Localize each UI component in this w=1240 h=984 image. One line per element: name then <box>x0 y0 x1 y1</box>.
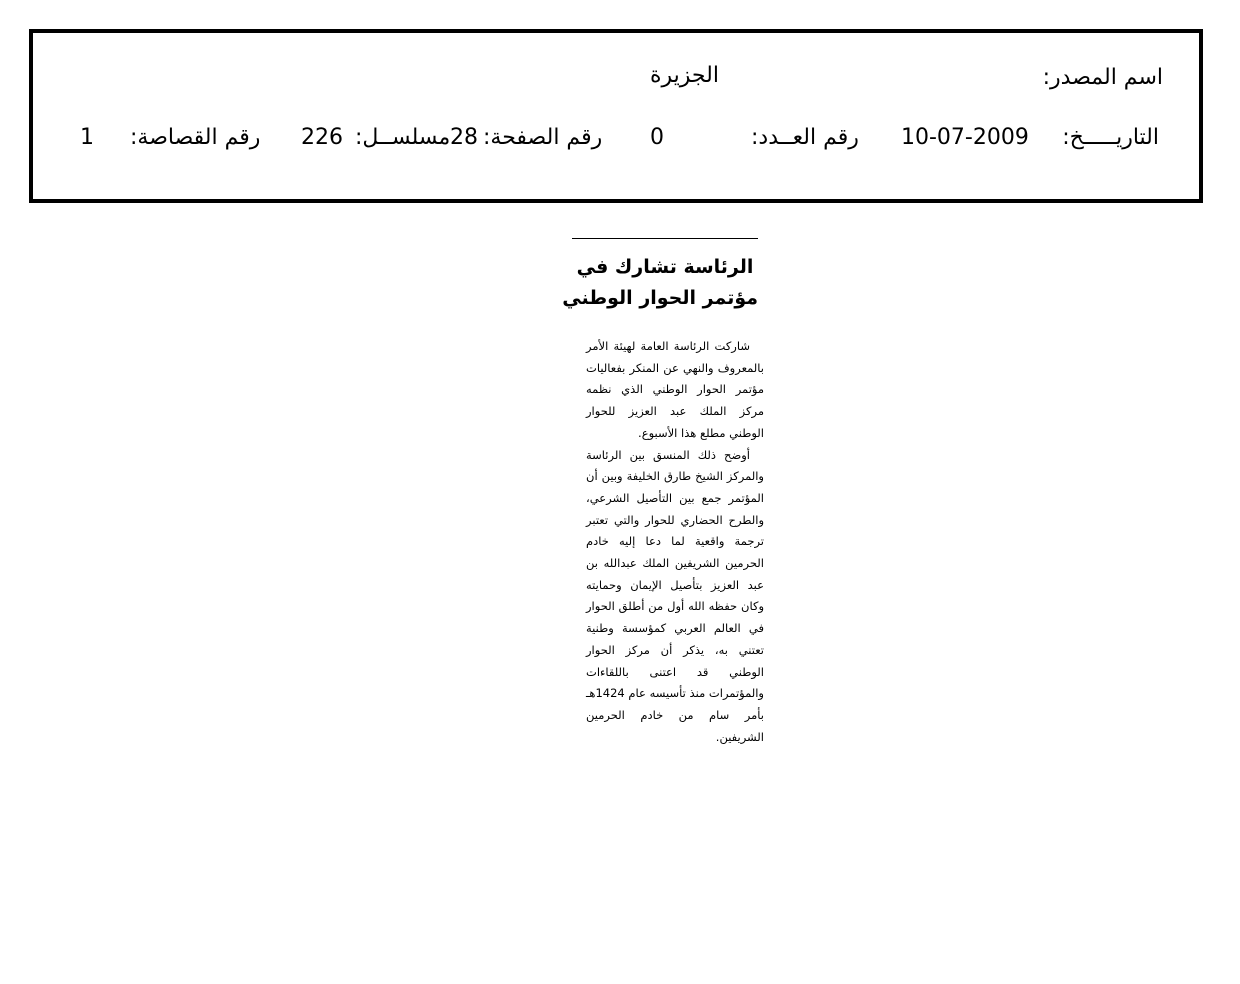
date-label: التاريـــــخ: <box>1062 125 1159 150</box>
source-label: اسم المصدر: <box>1042 65 1163 90</box>
clip-number-value: 1 <box>80 125 94 150</box>
clipping-header-box <box>29 29 1203 203</box>
issue-value: 0 <box>650 125 664 150</box>
article-top-rule <box>572 238 758 239</box>
date-value: 10-07-2009 <box>901 125 1029 150</box>
serial-label: مسلســل: <box>355 125 451 150</box>
source-value: الجزيرة <box>650 63 719 88</box>
headline-line-1: الرئاسة تشارك في <box>576 256 754 278</box>
article-paragraph-2: أوضح ذلك المنسق بين الرئاسة والمركز الشيخ طارق الخليفة وبين أن المؤتمر جمع بين التأصيل الشرعي، والطرح الحضاري للحوار والتي تعتبر ترجمة واقعية لما دعا إليه خادم الحرمين الشريفين الملك عبدالله بن عبد العزيز بتأصيل الإيمان وحمايته وكان حفظه الله أول من أطلق الحوار في العالم العربي كمؤسسة وطنية تعتني به، يذكر أن مركز الحوار الوطني قد اعتنى باللقاءات والمؤتمرات منذ تأسيسه عام 1424هـ بأمر سام من خادم الحرمين الشريفين. <box>586 447 764 744</box>
article-headline <box>562 252 758 314</box>
serial-value: 226 <box>301 125 343 150</box>
clip-number-label: رقم القصاصة: <box>130 125 261 150</box>
headline-line-2: مؤتمر الحوار الوطني <box>562 287 758 309</box>
page-value: 28 <box>450 125 478 150</box>
page-label: رقم الصفحة: <box>483 125 603 150</box>
issue-label: رقم العــدد: <box>751 125 859 150</box>
article-paragraph-1: شاركت الرئاسة العامة لهيئة الأمر بالمعروف والنهي عن المنكر بفعاليات مؤتمر الحوار الوطني الذي نظمه مركز الملك عبد العزيز للحوار الوطني مطلع هذا الأسبوع. <box>586 339 764 440</box>
article-body <box>586 336 764 748</box>
